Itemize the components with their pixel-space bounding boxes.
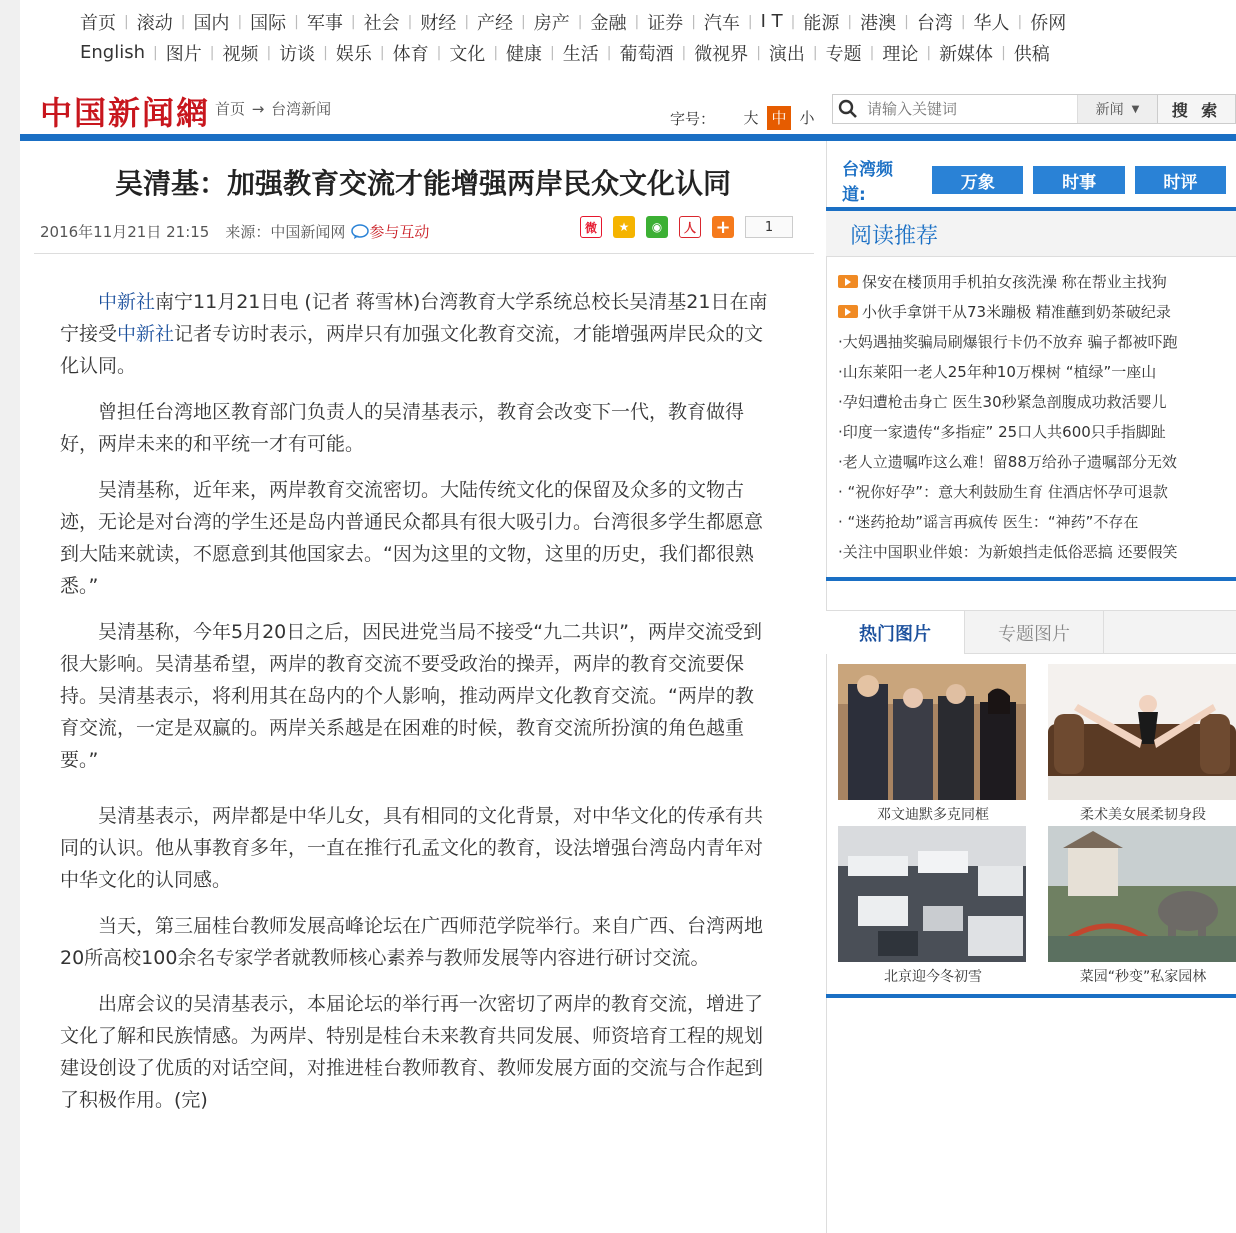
sidebar-divider xyxy=(826,577,1236,581)
article-meta xyxy=(40,221,429,242)
photo-card[interactable] xyxy=(1048,826,1236,986)
nav-separator: | xyxy=(926,44,932,61)
nav-item[interactable]: 首页 xyxy=(80,12,116,34)
nav-item[interactable]: 专题 xyxy=(825,43,862,65)
nav-separator: | xyxy=(350,13,356,30)
chevron-down-icon: ▼ xyxy=(1131,103,1140,115)
nav-item[interactable]: 供稿 xyxy=(1013,43,1050,65)
reading-list xyxy=(838,266,1228,566)
share-more-icon[interactable]: + xyxy=(712,216,734,238)
article-paragraph: 吴清基称，今年5月20日之后，因民进党当局不接受“九二共识”，两岸交流受到很大影响。吴清基希望，两岸的教育交流不要受政治的操弄，两岸的教育交流要保持。吴清基表示，将利用其在岛内的个人影响，推动两岸文化教育交流。“两岸的教育交流，一定是双赢的。两岸关系越是在困难的时候，教育交流所扮演的角色越重要。” xyxy=(60,621,762,771)
nav-item[interactable]: 产经 xyxy=(477,12,514,34)
nav-item[interactable]: 台湾 xyxy=(916,12,953,34)
wechat-icon[interactable]: ◉ xyxy=(646,216,668,238)
nav-separator: | xyxy=(521,13,526,30)
photo-caption: 邓文迪默多克同框 xyxy=(877,807,989,823)
nav-separator: | xyxy=(407,13,413,30)
weibo-icon[interactable]: 微 xyxy=(580,216,602,238)
taiwan-channel xyxy=(842,155,1236,205)
nav-item[interactable]: 财经 xyxy=(420,12,457,34)
font-size-small[interactable]: 小 xyxy=(799,109,815,127)
article-source: 来源：中国新闻网 xyxy=(225,223,346,241)
page xyxy=(20,0,1236,1233)
nav-row-1 xyxy=(80,6,1200,37)
video-icon xyxy=(838,305,858,318)
reading-item[interactable]: · “祝你好孕”：意大利鼓励生育 住酒店怀孕可退款 xyxy=(838,482,1168,501)
nav-separator: | xyxy=(756,44,761,61)
nav-item[interactable]: 军事 xyxy=(306,12,343,34)
nav-item[interactable]: 侨网 xyxy=(1030,12,1067,34)
nav-item[interactable]: 体育 xyxy=(392,43,429,65)
nav-separator: | xyxy=(681,44,687,61)
agency-link[interactable]: 中新社 xyxy=(117,323,175,345)
photo-thumbnail[interactable] xyxy=(1048,664,1236,800)
nav-separator: | xyxy=(323,44,328,61)
nav-separator: | xyxy=(550,44,555,61)
nav-separator: | xyxy=(1017,13,1023,30)
nav-item[interactable]: English xyxy=(80,42,145,63)
nav-item[interactable]: 视频 xyxy=(222,43,259,65)
renren-icon[interactable]: 人 xyxy=(679,216,701,238)
reading-item[interactable]: ·关注中国职业伴娘：为新娘挡走低俗恶搞 还要假笑 xyxy=(838,542,1178,561)
article-paragraph xyxy=(60,286,770,382)
reading-title: 阅读推荐 xyxy=(850,224,939,249)
nav-separator: | xyxy=(577,13,583,30)
nav-separator: | xyxy=(606,44,612,61)
font-size-medium[interactable]: 中 xyxy=(767,106,791,130)
video-icon xyxy=(838,275,858,288)
search-scope-value: 新闻 xyxy=(1095,102,1124,118)
site-logo[interactable]: 中国新闻網 xyxy=(40,94,211,132)
header xyxy=(20,80,1236,138)
nav-item[interactable]: 金融 xyxy=(590,12,627,34)
breadcrumb-arrow: → xyxy=(251,100,265,118)
nav-item[interactable]: 滚动 xyxy=(136,12,173,34)
search-scope-select[interactable] xyxy=(1077,95,1157,123)
channel-button-wanxiang[interactable]: 万象 xyxy=(932,166,1023,194)
article-paragraph: 曾担任台湾地区教育部门负责人的吴清基表示，教育会改变下一代，教育做得好，两岸未来的和平统一才有可能。 xyxy=(60,401,745,455)
reading-item[interactable]: ·大妈遇抽奖骗局刷爆银行卡仍不放弃 骗子都被吓跑 xyxy=(838,332,1178,351)
article-paragraph: 吴清基表示，两岸都是中华儿女，具有相同的文化背景，对中华文化的传承有共同的认识。他从事教育多年，一直在推行孔孟文化的教育，设法增强台湾岛内青年对中华文化的认同感。 xyxy=(60,805,764,891)
reading-item[interactable]: ·山东莱阳一老人25年种10万棵树 “植绿”一座山 xyxy=(838,362,1157,381)
nav-item[interactable]: 能源 xyxy=(803,12,840,34)
nav-separator: | xyxy=(847,13,853,30)
nav-row-2 xyxy=(80,37,1200,68)
nav-item[interactable]: 社会 xyxy=(363,12,400,34)
photo-caption: 柔术美女展柔韧身段 xyxy=(1080,807,1206,823)
nav-item[interactable]: 演出 xyxy=(768,43,805,65)
nav-separator: | xyxy=(493,44,499,61)
reading-item[interactable] xyxy=(838,266,1228,296)
nav-item[interactable]: 微视界 xyxy=(694,43,749,65)
nav-separator: | xyxy=(747,13,753,30)
article-paragraph: 吴清基称，近年来，两岸教育交流密切。大陆传统文化的保留及众多的文物古迹，无论是对台湾的学生还是岛内普通民众都具有很大吸引力。台湾很多学生都愿意到大陆来就读，不愿意到其他国家去。“因为这里的文物，这里的历史，我们都很熟悉。” xyxy=(60,479,764,597)
search-input[interactable] xyxy=(863,95,1077,123)
agency-link[interactable]: 中新社 xyxy=(98,291,156,313)
reading-item-label: 保安在楼顶用手机拍女孩洗澡 称在帮业主找狗 xyxy=(862,272,1167,291)
reading-item[interactable]: · “迷药抢劫”谣言再疯传 医生：“神药”不存在 xyxy=(838,512,1139,531)
nav-separator: | xyxy=(960,13,966,30)
article-paragraph: 当天，第三届桂台教师发展高峰论坛在广西师范学院举行。来自广西、台湾两地20所高校100余名专家学者就教师核心素养与教师发展等内容进行研讨交流。 xyxy=(60,915,764,969)
qzone-icon[interactable]: ★ xyxy=(613,216,635,238)
paragraph-text: 南宁11月21日电 (记者 蒋雪林)台湾教育大学系统总校长吴清基21日在南宁接受 xyxy=(60,291,768,345)
nav-item[interactable]: 图片 xyxy=(165,43,202,65)
nav-separator: | xyxy=(237,13,243,30)
font-size-label: 字号： xyxy=(670,109,716,128)
photo-caption: 菜园“秒变”私家园林 xyxy=(1079,969,1207,985)
nav-item[interactable]: 理论 xyxy=(882,43,919,65)
nav-separator: | xyxy=(180,13,186,30)
nav-item[interactable]: I T xyxy=(760,11,783,32)
photo-card[interactable] xyxy=(838,664,1028,824)
nav-separator: | xyxy=(790,13,796,30)
nav-separator: | xyxy=(812,44,818,61)
photo-thumbnail[interactable] xyxy=(1048,826,1236,962)
channel-label: 台湾频道: xyxy=(842,160,893,205)
article-title: 吴清基：加强教育交流才能增强两岸民众文化认同 xyxy=(114,167,731,200)
reading-item[interactable]: ·印度一家遗传“多指症” 25口人共600只手指脚趾 xyxy=(838,422,1166,441)
nav-separator: | xyxy=(266,44,272,61)
nav-item[interactable]: 新媒体 xyxy=(939,43,994,65)
breadcrumb xyxy=(215,98,333,119)
font-size-switcher xyxy=(670,106,819,130)
reading-item-label: 小伙手拿饼干从73米蹦极 精准蘸到奶茶破纪录 xyxy=(862,302,1171,321)
nav-item[interactable]: 访谈 xyxy=(279,43,316,65)
share-count: 1 xyxy=(745,216,793,238)
nav-item[interactable]: 华人 xyxy=(973,12,1010,34)
nav-separator: | xyxy=(124,13,129,30)
photo-card[interactable] xyxy=(838,826,1028,986)
tab-topic-photos[interactable]: 专题图片 xyxy=(965,611,1104,654)
breadcrumb-section[interactable]: 台湾新闻 xyxy=(271,100,332,118)
nav-item[interactable]: 娱乐 xyxy=(335,43,372,65)
nav-separator: | xyxy=(634,13,640,30)
interact-label: 参与互动 xyxy=(369,223,430,241)
meta-divider xyxy=(34,253,814,254)
nav-item[interactable]: 汽车 xyxy=(703,12,740,34)
nav-separator: | xyxy=(294,13,299,30)
channel-button-shiping[interactable]: 时评 xyxy=(1135,166,1226,194)
search-icon xyxy=(833,95,863,123)
interact-link[interactable] xyxy=(351,221,429,242)
nav-item[interactable]: 港澳 xyxy=(860,12,897,34)
nav-separator: | xyxy=(904,13,909,30)
photo-thumbnail[interactable] xyxy=(838,664,1026,800)
header-divider xyxy=(20,134,1236,141)
top-nav xyxy=(80,6,1200,68)
channel-button-shishi[interactable]: 时事 xyxy=(1033,166,1124,194)
nav-separator: | xyxy=(209,44,215,61)
article-body xyxy=(60,286,770,1130)
search-bar xyxy=(832,94,1236,124)
search-button[interactable]: 搜 索 xyxy=(1157,95,1235,123)
paragraph-text: 记者专访时表示，两岸只有加强文化教育交流，才能增强两岸民众的文化认同。 xyxy=(60,323,764,377)
tab-hot-photos[interactable]: 热门图片 xyxy=(826,611,965,654)
nav-separator: | xyxy=(379,44,385,61)
nav-separator: | xyxy=(464,13,470,30)
photo-thumbnail[interactable] xyxy=(838,826,1026,962)
nav-separator: | xyxy=(869,44,875,61)
reading-item[interactable]: ·老人立遗嘱咋这么难！留88万给孙子遗嘱部分无效 xyxy=(838,452,1177,471)
nav-separator: | xyxy=(1001,44,1006,61)
article-datetime: 2016年11月21日 21:15 xyxy=(40,223,210,241)
nav-separator: | xyxy=(436,44,442,61)
share-bar xyxy=(580,216,793,238)
nav-separator: | xyxy=(153,44,158,61)
comment-icon xyxy=(351,224,369,240)
breadcrumb-home[interactable]: 首页 xyxy=(215,100,246,118)
nav-item[interactable]: 房产 xyxy=(533,12,570,34)
sidebar-divider xyxy=(826,994,1236,998)
article-paragraph: 出席会议的吴清基表示，本届论坛的举行再一次密切了两岸的教育交流，增进了文化了解和民族情感。为两岸、特别是桂台未来教育共同发展、师资培育工程的规划建设创设了优质的对话空间，对推进桂台教师教育、教师发展方面的交流与合作起到了积极作用。(完) xyxy=(60,993,764,1111)
nav-item[interactable]: 国内 xyxy=(193,12,230,34)
photo-tabs xyxy=(826,610,1236,654)
photo-caption: 北京迎今冬初雪 xyxy=(884,969,982,985)
reading-item[interactable]: ·孕妇遭枪击身亡 医生30秒紧急剖腹成功救活婴儿 xyxy=(838,392,1167,411)
nav-item[interactable]: 生活 xyxy=(562,43,599,65)
photo-card[interactable] xyxy=(1048,664,1236,824)
nav-item[interactable]: 健康 xyxy=(506,43,543,65)
nav-item[interactable]: 文化 xyxy=(449,43,486,65)
reading-header xyxy=(826,211,1236,257)
font-size-large[interactable]: 大 xyxy=(743,109,759,127)
nav-separator: | xyxy=(691,13,696,30)
reading-item[interactable] xyxy=(838,296,1228,326)
column-divider xyxy=(826,141,827,1233)
nav-item[interactable]: 证券 xyxy=(647,12,684,34)
nav-item[interactable]: 葡萄酒 xyxy=(619,43,674,65)
nav-item[interactable]: 国际 xyxy=(250,12,287,34)
